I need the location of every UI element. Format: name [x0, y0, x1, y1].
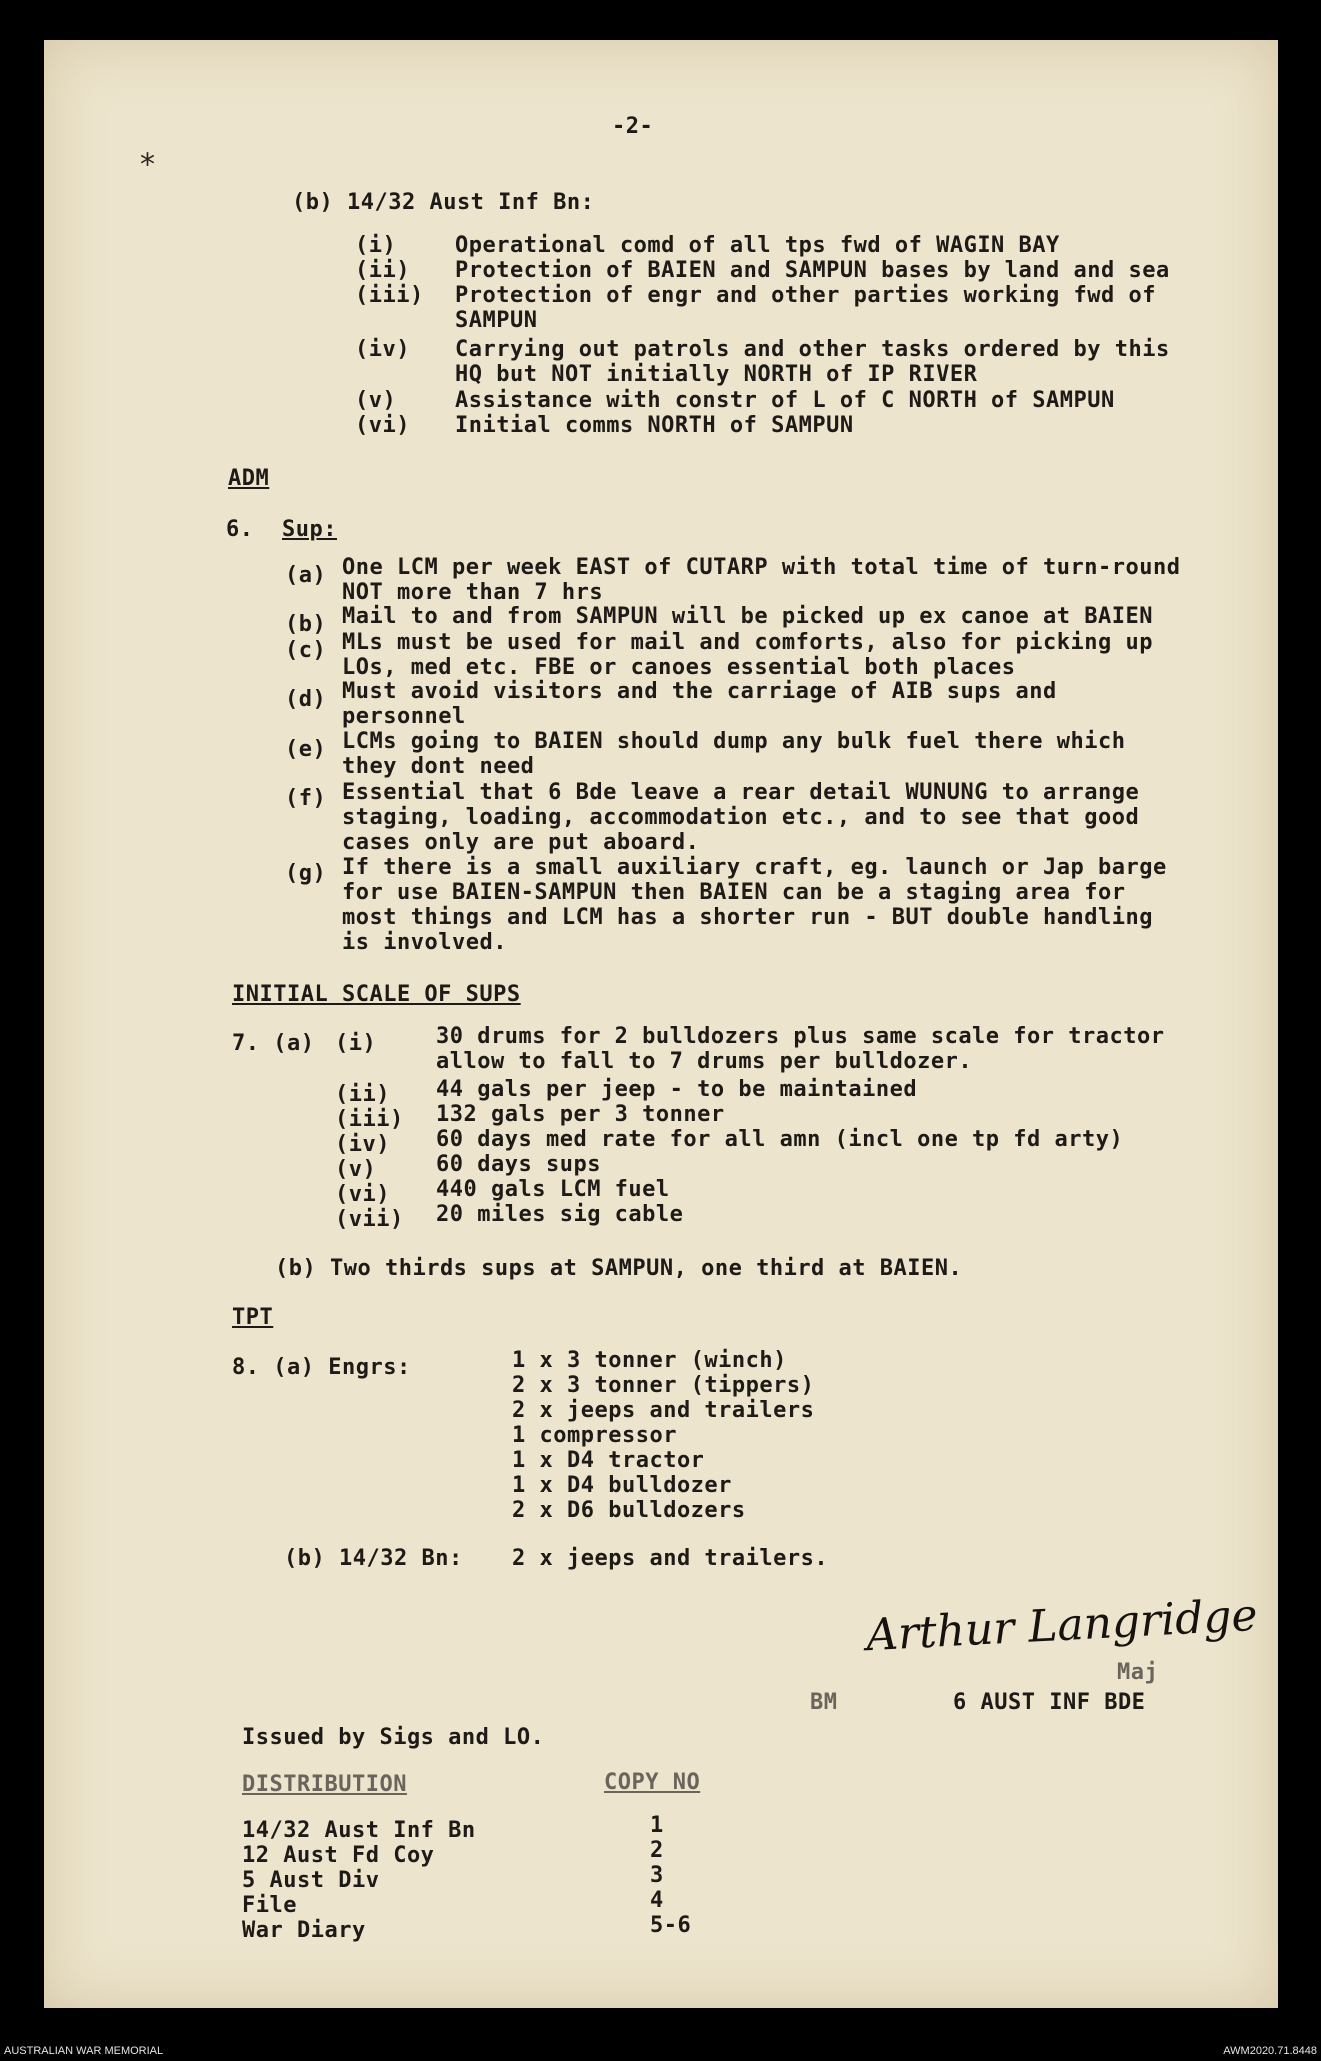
archive-credit: AUSTRALIAN WAR MEMORIAL [4, 2045, 164, 2057]
item-number: (iii) [355, 283, 424, 308]
item-number: (b) [285, 612, 327, 637]
item-text: HQ but NOT initially NORTH of IP RIVER [455, 362, 978, 387]
tpt-a-label: 8. (a) Engrs: [232, 1355, 411, 1380]
adm-heading: ADM [228, 466, 270, 491]
item-text: MLs must be used for mail and comforts, also for picking up [342, 630, 1153, 655]
item-text: most things and LCM has a shorter run - BUT double handling [342, 905, 1153, 930]
item-number: (a) [285, 563, 327, 588]
item-text: Initial comms NORTH of SAMPUN [455, 413, 854, 438]
item-text: Carrying out patrols and other tasks ordered by this [455, 337, 1170, 362]
item-number: (g) [285, 861, 327, 886]
formation: 6 AUST INF BDE [953, 1690, 1146, 1715]
item-number: (e) [285, 737, 327, 762]
distribution-heading: DISTRIBUTION [242, 1772, 407, 1797]
item-text: they dont need [342, 754, 535, 779]
item-text: 20 miles sig cable [436, 1202, 684, 1227]
scale-heading: INITIAL SCALE OF SUPS [232, 982, 521, 1007]
list-item: 2 x jeeps and trailers [512, 1398, 815, 1423]
rank: Maj [1117, 1660, 1159, 1685]
bm-label: BM [810, 1690, 838, 1715]
sup-number: 6. [226, 517, 254, 542]
item-text: allow to fall to 7 drums per bulldozer. [436, 1049, 973, 1074]
list-item: 1 x 3 tonner (winch) [512, 1348, 787, 1373]
item-number: (vi) [355, 413, 410, 438]
item-text: 60 days sups [436, 1152, 601, 1177]
item-number: (v) [355, 388, 397, 413]
page-number: -2- [612, 114, 654, 139]
item-text: 30 drums for 2 bulldozers plus same scale for tractor [436, 1024, 1165, 1049]
recipient: 14/32 Aust Inf Bn [242, 1818, 476, 1843]
sup-heading: Sup: [282, 517, 337, 542]
scale-number: 7. (a) [232, 1031, 315, 1056]
copy-heading: COPY NO [604, 1770, 701, 1795]
scale-b-text: (b) Two thirds sups at SAMPUN, one third at BAIEN. [275, 1256, 963, 1281]
item-text: 440 gals LCM fuel [436, 1177, 670, 1202]
item-number: (ii) [355, 258, 410, 283]
item-text: Protection of BAIEN and SAMPUN bases by land and sea [455, 258, 1170, 283]
item-text: cases only are put aboard. [342, 830, 700, 855]
list-item: 1 x D4 bulldozer [512, 1473, 732, 1498]
item-number: (vi) [335, 1182, 390, 1207]
item-text: 132 gals per 3 tonner [436, 1102, 725, 1127]
item-text: SAMPUN [455, 308, 538, 333]
copy-number: 3 [650, 1863, 664, 1888]
item-text: LCMs going to BAIEN should dump any bulk fuel there which [342, 729, 1126, 754]
archive-reference: AWM2020.71.8448 [1223, 2045, 1317, 2057]
recipient: 5 Aust Div [242, 1868, 380, 1893]
item-text: LOs, med etc. FBE or canoes essential both places [342, 655, 1016, 680]
issued-by: Issued by Sigs and LO. [242, 1725, 545, 1750]
item-text: If there is a small auxiliary craft, eg. launch or Jap barge [342, 855, 1167, 880]
item-number: (vii) [335, 1207, 404, 1232]
list-item: 2 x D6 bulldozers [512, 1498, 746, 1523]
item-text: Must avoid visitors and the carriage of AIB sups and [342, 679, 1057, 704]
tpt-heading: TPT [232, 1305, 274, 1330]
item-number: (d) [285, 687, 327, 712]
copy-number: 1 [650, 1813, 664, 1838]
item-text: for use BAIEN-SAMPUN then BAIEN can be a staging area for [342, 880, 1126, 905]
tpt-b-value: 2 x jeeps and trailers. [512, 1546, 829, 1571]
item-number: (iii) [335, 1107, 404, 1132]
item-number: (i) [335, 1031, 377, 1056]
item-number: (c) [285, 638, 327, 663]
copy-number: 5-6 [650, 1913, 692, 1938]
item-text: 44 gals per jeep - to be maintained [436, 1077, 918, 1102]
copy-number: 2 [650, 1838, 664, 1863]
item-text: personnel [342, 704, 466, 729]
item-number: (iv) [335, 1132, 390, 1157]
item-number: (iv) [355, 337, 410, 362]
item-text: 60 days med rate for all amn (incl one tp fd arty) [436, 1127, 1124, 1152]
recipient: File [242, 1893, 297, 1918]
item-text: Protection of engr and other parties working fwd of [455, 283, 1157, 308]
item-text: Mail to and from SAMPUN will be picked up ex canoe at BAIEN [342, 604, 1153, 629]
list-item: 1 x D4 tractor [512, 1448, 705, 1473]
copy-number: 4 [650, 1888, 664, 1913]
item-text: Operational comd of all tps fwd of WAGIN BAY [455, 233, 1060, 258]
ink-mark: ⁎ [140, 138, 155, 173]
item-text: is involved. [342, 930, 507, 955]
item-number: (f) [285, 786, 327, 811]
list-item: 2 x 3 tonner (tippers) [512, 1373, 815, 1398]
item-text: Assistance with constr of L of C NORTH of SAMPUN [455, 388, 1115, 413]
item-text: NOT more than 7 hrs [342, 580, 604, 605]
section-b-heading: (b) 14/32 Aust Inf Bn: [292, 190, 595, 215]
tpt-b-label: (b) 14/32 Bn: [284, 1546, 463, 1571]
item-number: (ii) [335, 1082, 390, 1107]
item-text: staging, loading, accommodation etc., and to see that good [342, 805, 1140, 830]
item-number: (i) [355, 233, 397, 258]
list-item: 1 compressor [512, 1423, 677, 1448]
item-text: One LCM per week EAST of CUTARP with total time of turn-round [342, 555, 1181, 580]
item-number: (v) [335, 1157, 377, 1182]
recipient: 12 Aust Fd Coy [242, 1843, 435, 1868]
recipient: War Diary [242, 1918, 366, 1943]
item-text: Essential that 6 Bde leave a rear detail WUNUNG to arrange [342, 780, 1140, 805]
signature: Arthur Langridge [864, 1589, 1259, 1662]
